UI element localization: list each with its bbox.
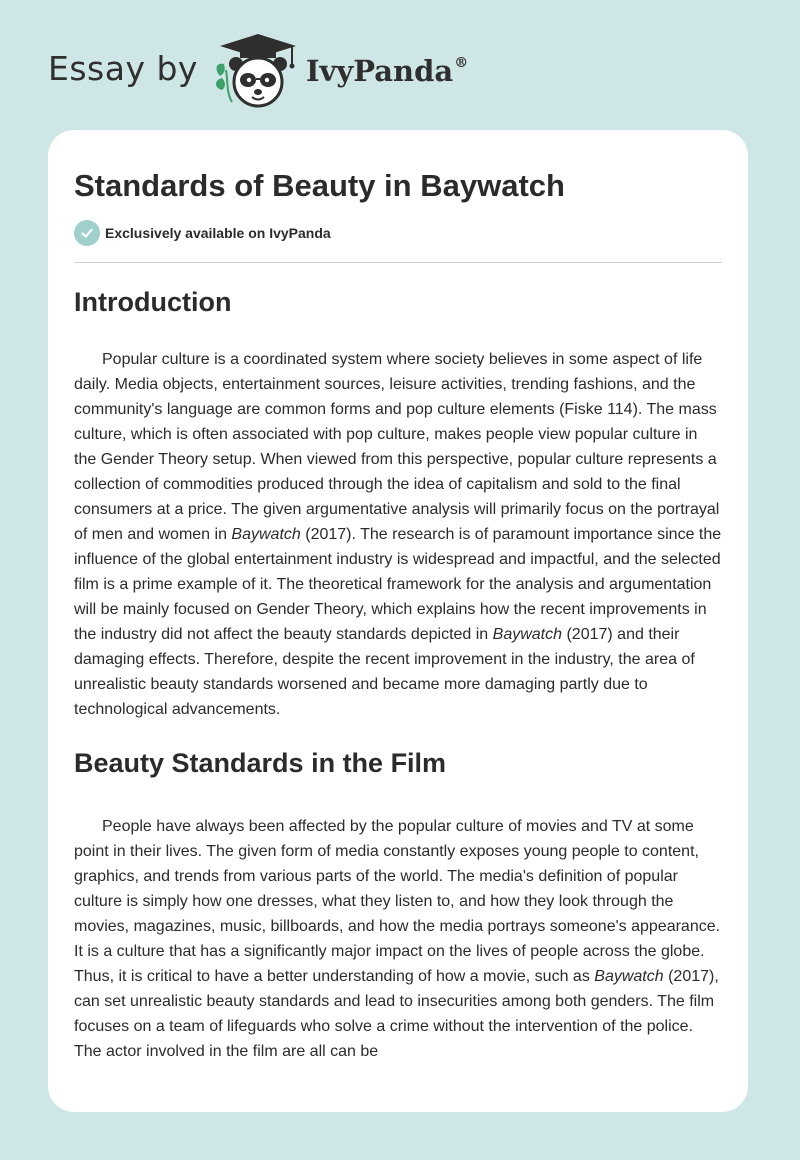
check-icon [74,220,100,246]
site-header [48,30,468,110]
page-title: Standards of Beauty in Baywatch [74,168,565,203]
article-card [48,130,748,1112]
brand-name[interactable]: IvyPanda® [305,54,469,88]
introduction-paragraph: Popular culture is a coordinated system where society believes in some aspect of life daily. Media objects, entertainment sources, leisure activities, trending fashions, and the community's language are common forms and pop culture elements (Fiske 114). The mass culture, which is often associated with pop culture, makes people view popular culture in the Gender Theory setup. When viewed from this perspective, popular culture represents a collection of commodities produced through the idea of capitalism and sold to the final consumers at a price. The given argumentative analysis will primarily focus on the portrayal of men and women in Baywatch (2017). The research is of paramount importance since the influence of the global entertainment industry is widespread and impactful, and the selected film is a prime example of it. The theoretical framework for the analysis and argumentation will be mainly focused on Gender Theory, which explains how the recent improvements in the industry did not affect the beauty standards depicted in Baywatch (2017) and their damaging effects. Therefore, despite the recent improvement in the industry, the area of unrealistic beauty standards worsened and became more damaging partly due to technological advancements. [74,351,722,718]
registered-mark: ® [454,55,469,71]
panda-graduate-icon[interactable] [212,30,304,110]
beauty-standards-paragraph: People have always been affected by the popular culture of movies and TV at some point in their lives. The given form of media constantly exposes young people to content, graphics, and trends from various parts of the world. The media's definition of popular culture is simply how one dresses, what they listen to, and how they look through the movies, magazines, music, billboards, and how the media portrays someone's appearance. It is a culture that has a significantly major impact on the lives of people across the globe. Thus, it is critical to have a better understanding of how a movie, such as Baywatch (2017), can set unrealistic beauty standards and lead to insecurities among both genders. The film focuses on a team of lifeguards who solve a crime without the intervention of the police. The actor involved in the film are all can be [74,818,721,1060]
exclusive-label: Exclusively available on IvyPanda [105,225,331,241]
exclusive-badge [74,220,722,246]
section-heading-beauty-standards: Beauty Standards in the Film [74,748,447,778]
section-heading-introduction: Introduction [74,287,232,317]
essay-by-label: Essay by [48,48,198,88]
divider [74,262,722,263]
